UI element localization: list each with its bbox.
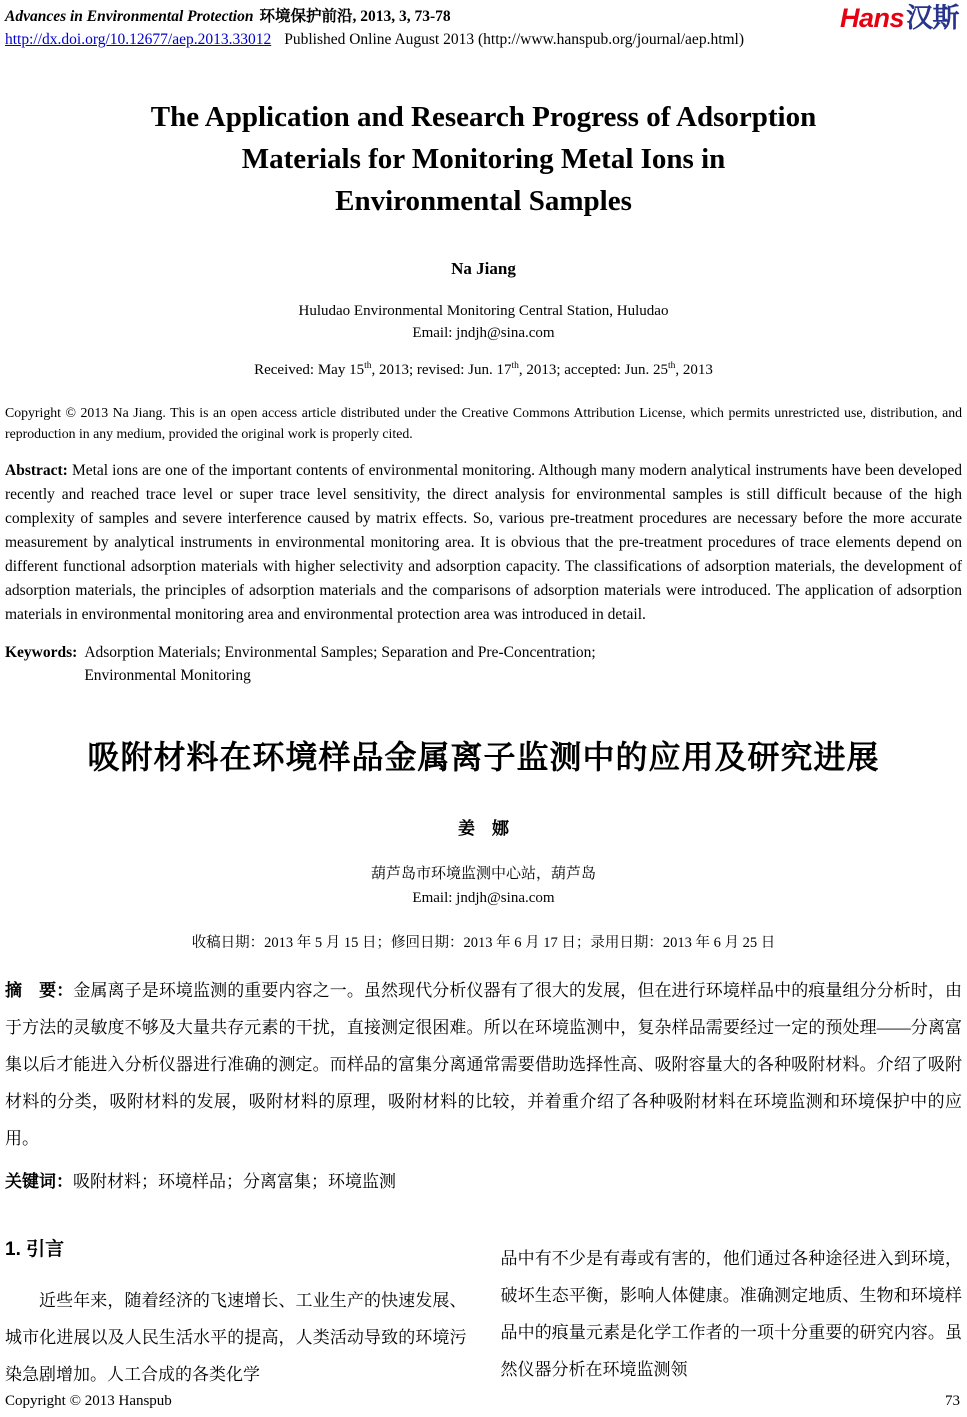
keywords-label-cn: 关键词：: [5, 1172, 73, 1191]
doi-line: [5, 29, 962, 50]
received-dates-cn: 收稿日期：2013 年 5 月 15 日；修回日期：2013 年 6 月 17 日；录用日期：2013 年 6 月 25 日: [191, 935, 776, 951]
keywords-label: Keywords:: [5, 644, 78, 661]
article-title-cn: 吸附材料在环境样品金属离子监测中的应用及研究进展: [87, 739, 880, 775]
abstract-text: Metal ions are one of the important contents of environmental monitoring. Although many modern analytical instruments have been developed recently and reached trace level or super trace level sensitivity, the direct analysis for environmental samples is still difficult because of the high complexity of samples and severe interference caused by matrix effects. So, various pre-treatment procedures are necessary before the more accurate measurement by analytical instruments in environmental monitoring area. It is obvious that the pre-treatment procedures of trace elements depend on different functional adsorption materials with higher selectivity and adsorption capacity. The classifications of adsorption materials, the development of adsorption materials, the principles of adsorption materials and the comparisons of adsorption materials were introduced. The application of adsorption materials in environmental monitoring area and environmental protection area was introduced in detail.: [5, 462, 962, 623]
affiliation-block: [5, 300, 962, 344]
keywords-line-1: Adsorption Materials; Environmental Samples; Separation and Pre-Concentration;: [84, 644, 596, 661]
author-email-cn: Email: jndjh@sina.com: [412, 890, 555, 906]
body-columns: [5, 1227, 962, 1393]
journal-line: [5, 6, 962, 27]
affiliation: Huludao Environmental Monitoring Central Station, Huludao: [298, 303, 669, 319]
page-number: 73: [945, 1393, 960, 1409]
author-name: Na Jiang: [451, 259, 516, 278]
author-email: Email: jndjh@sina.com: [412, 325, 555, 341]
hanspub-logo-hans: Hans: [839, 3, 904, 33]
affiliation-cn: 葫芦岛市环境监测中心站，葫芦岛: [370, 866, 596, 882]
copyright-notice: Copyright © 2013 Na Jiang. This is an open access article distributed under the Creative Commons Attribution License, which permits unrestricted use, distribution, and reproduction in any medium, provided the original work is properly cited.: [5, 405, 962, 441]
page-footer: [5, 1393, 960, 1410]
author-name-cn: 姜 娜: [458, 819, 509, 838]
abstract-text-cn: 金属离子是环境监测的重要内容之一。虽然现代分析仪器有了很大的发展，但在进行环境样品中的痕量组分分析时，由于方法的灵敏度不够及大量共存元素的干扰，直接测定很困难。所以在环境监测中，复杂样品需要经过一定的预处理——分离富集以后才能进入分析仪器进行准确的测定。而样品的富集分离通常需要借助选择性高、吸附容量大的各种吸附材料。介绍了吸附材料的分类，吸附材料的发展，吸附材料的原理，吸附材料的比较，并着重介绍了各种吸附材料在环境监测和环境保护中的应用。: [5, 981, 963, 1148]
footer-copyright: Copyright © 2013 Hanspub: [5, 1393, 172, 1409]
received-dates: Received: May 15th, 2013; revised: Jun. 17th, 2013; accepted: Jun. 25th, 2013: [254, 361, 713, 378]
doi-link[interactable]: http://dx.doi.org/10.12677/aep.2013.33012: [5, 31, 272, 48]
published-online-text: Published Online August 2013 (http://www.hanspub.org/journal/aep.html): [284, 31, 745, 48]
keywords-block: [5, 641, 962, 687]
affiliation-block-cn: [5, 862, 962, 910]
keywords-text: [84, 641, 595, 687]
abstract-label: Abstract:: [5, 462, 68, 479]
section-1-paragraph-right: 品中有不少是有毒或有害的，他们通过各种途径进入到环境，破坏生态平衡，影响人体健康。准确测定地质、生物和环境样品中的痕量元素是化学工作者的一项十分重要的研究内容。虽然仪器分析在环境监测领: [500, 1249, 962, 1379]
article-title-line-1: The Application and Research Progress of Adsorption: [150, 101, 817, 133]
keywords-line-2: Environmental Monitoring: [84, 667, 251, 684]
section-1-heading: 1. 引言: [5, 1239, 65, 1260]
abstract-paragraph-cn: [5, 972, 962, 1157]
page-header: [5, 3, 962, 50]
journal-name: Advances in Environmental Protection: [5, 8, 254, 25]
abstract-paragraph: [5, 459, 962, 627]
journal-name-cn: 环境保护前沿, 2013, 3, 73-78: [259, 8, 451, 25]
article-title-line-3: Environmental Samples: [335, 185, 632, 217]
article-title: [5, 96, 962, 222]
body-column-right: [501, 1227, 963, 1393]
keywords-block-cn: [5, 1167, 962, 1197]
article-title-line-2: Materials for Monitoring Metal Ions in: [241, 143, 726, 175]
hanspub-logo: [840, 3, 959, 33]
section-1-paragraph-left: 近些年来，随着经济的飞速增长、工业生产的快速发展、城市化进展以及人民生活水平的提高，人类活动导致的环境污染急剧增加。人工合成的各类化学: [5, 1291, 467, 1384]
body-column-left: [5, 1227, 467, 1393]
keywords-text-cn: 吸附材料；环境样品；分离富集；环境监测: [73, 1172, 396, 1191]
hanspub-logo-cn: 汉斯: [906, 3, 959, 33]
abstract-label-cn: 摘 要：: [5, 981, 74, 1000]
